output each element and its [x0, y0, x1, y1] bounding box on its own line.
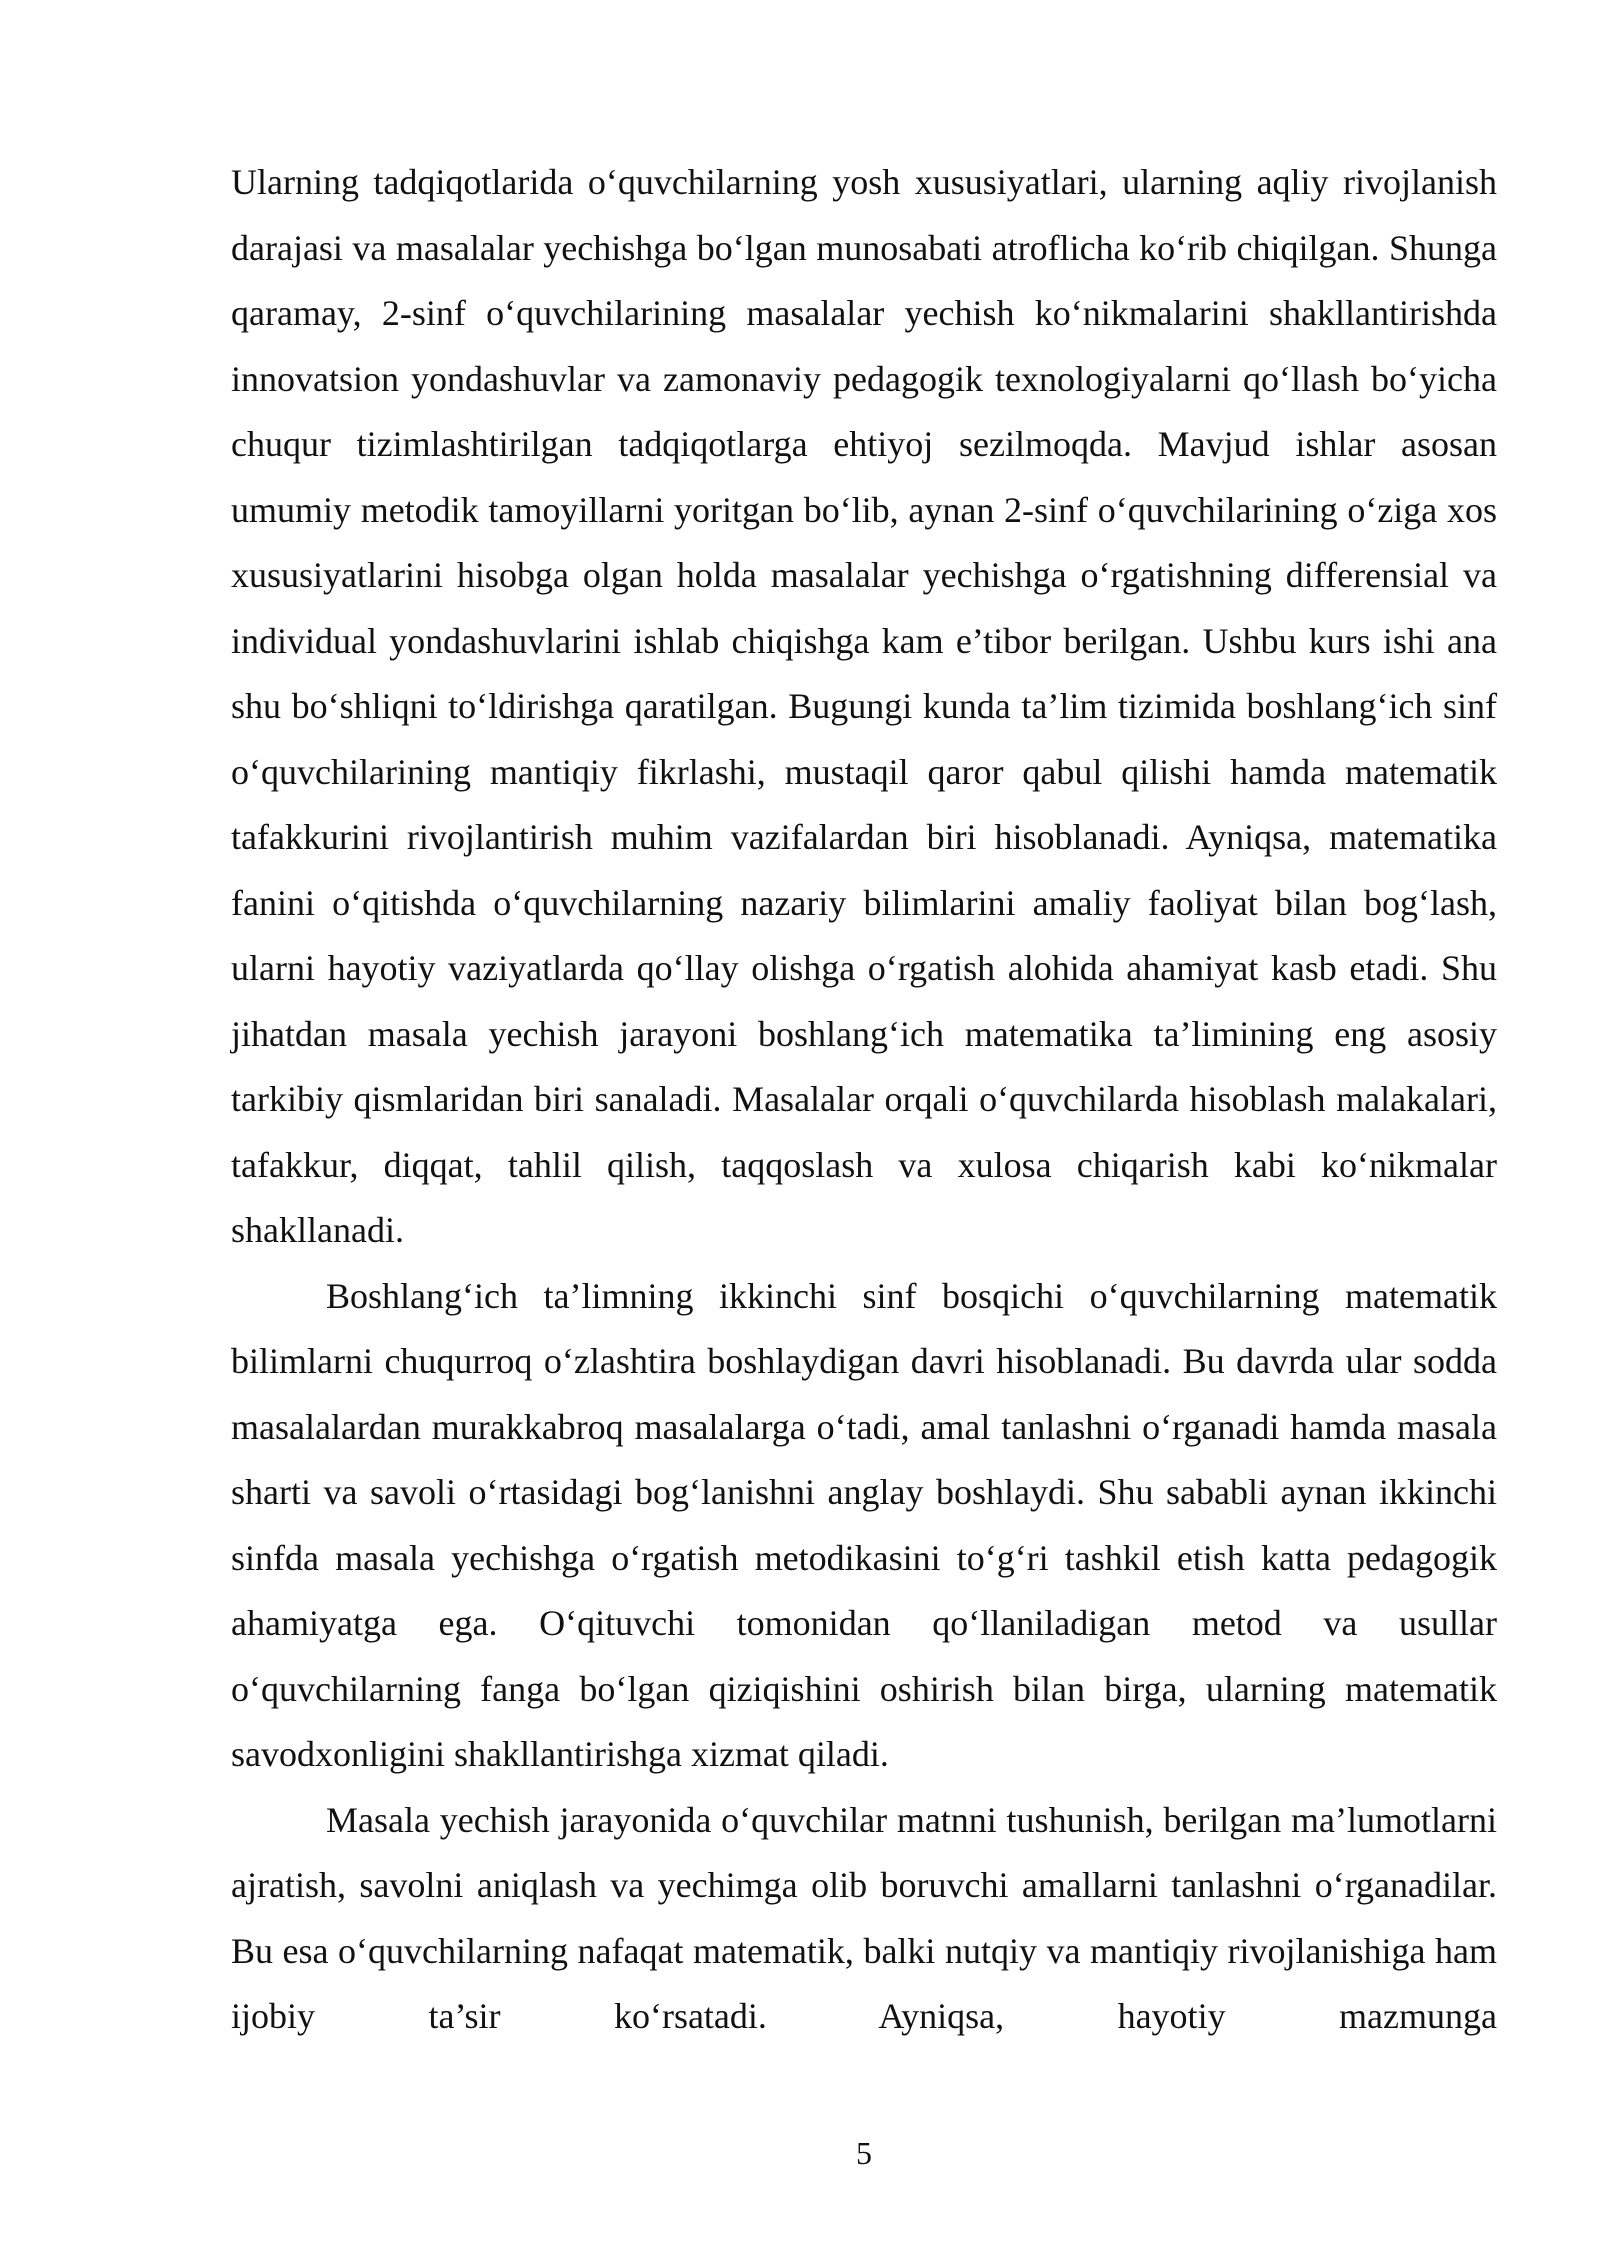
page-number: 5 [856, 2135, 872, 2171]
body-text [231, 150, 1497, 2050]
paragraph-1: Ularning tadqiqotlarida o‘quvchilarning yosh xususiyatlari, ularning aqliy rivojlanish darajasi va masalalar yechishga bo‘lgan munosabati atroflicha ko‘rib chiqilgan. Shunga qaramay, 2-sinf o‘quvchilarining masalalar yechish ko‘nikmalarini shakllantirishda innovatsion yondashuvlar va zamonaviy pedagogik texnologiyalarni qo‘llash bo‘yicha chuqur tizimlashtirilgan tadqiqotlarga ehtiyoj sezilmoqda. Mavjud ishlar asosan umumiy metodik tamoyillarni yoritgan bo‘lib, aynan 2-sinf o‘quvchilarining o‘ziga xos xususiyatlarini hisobga olgan holda masalalar yechishga o‘rgatishning differensial va individual yondashuvlarini ishlab chiqishga kam e’tibor berilgan. Ushbu kurs ishi ana shu bo‘shliqni to‘ldirishga qaratilgan. Bugungi kunda ta’lim tizimida boshlang‘ich sinf o‘quvchilarining mantiqiy fikrlashi, mustaqil qaror qabul qilishi hamda matematik tafakkurini rivojlantirish muhim vazifalardan biri hisoblanadi. Ayniqsa, matematika fanini o‘qitishda o‘quvchilarning nazariy bilimlarini amaliy faoliyat bilan bog‘lash, ularni hayotiy vaziyatlarda qo‘llay olishga o‘rgatish alohida ahamiyat kasb etadi. Shu jihatdan masala yechish jarayoni boshlang‘ich matematika ta’limining eng asosiy tarkibiy qismlaridan biri sanaladi. Masalalar orqali o‘quvchilarda hisoblash malakalari, tafakkur, diqqat, tahlil qilish, taqqoslash va xulosa chiqarish kabi ko‘nikmalar shakllanadi. [231, 162, 1497, 1250]
paragraph-3: Masala yechish jarayonida o‘quvchilar matnni tushunish, berilgan ma’lumotlarni ajratish, savolni aniqlash va yechimga olib boruvchi amallarni tanlashni o‘rganadilar. Bu esa o‘quvchilarning nafaqat matematik, balki nutqiy va mantiqiy rivojlanishiga ham ijobiy ta’sir ko‘rsatadi. Ayniqsa, hayotiy mazmunga [231, 1799, 1497, 2036]
paragraph-2: Boshlang‘ich ta’limning ikkinchi sinf bosqichi o‘quvchilarning matematik bilimlarni chuqurroq o‘zlashtira boshlaydigan davri hisoblanadi. Bu davrda ular sodda masalalardan murakkabroq masalalarga o‘tadi, amal tanlashni o‘rganadi hamda masala sharti va savoli o‘rtasidagi bog‘lanishni anglay boshlaydi. Shu sababli aynan ikkinchi sinfda masala yechishga o‘rgatish metodikasini to‘g‘ri tashkil etish katta pedagogik ahamiyatga ega. O‘qituvchi tomonidan qo‘llaniladigan metod va usullar o‘quvchilarning fanga bo‘lgan qiziqishini oshirish bilan birga, ularning matematik savodxonligini shakllantirishga xizmat qiladi. [231, 1275, 1497, 1774]
